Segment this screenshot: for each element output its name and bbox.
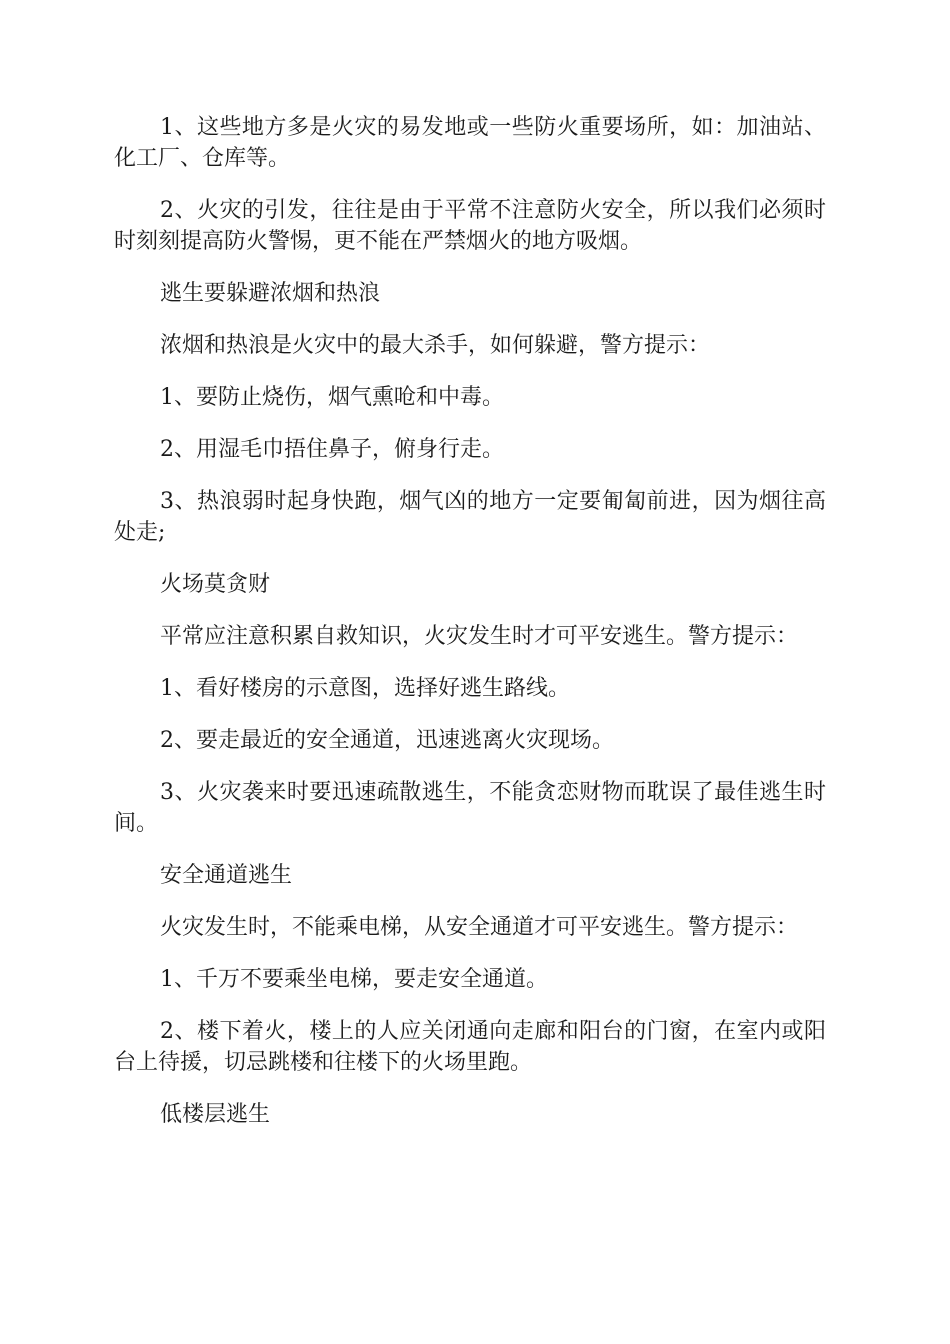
paragraph-smoke-intro: 浓烟和热浪是火灾中的最大杀手，如何躲避，警方提示：	[160, 333, 711, 358]
heading-safe-passage: 安全通道逃生	[160, 863, 293, 888]
list-item: 3、热浪弱时起身快跑，烟气凶的地方一定要匍匐前进，因为烟往高处走;	[114, 489, 826, 545]
list-item: 2、要走最近的安全通道，迅速逃离火灾现场。	[160, 728, 614, 753]
heading-no-greed: 火场莫贪财	[160, 572, 271, 597]
list-item: 1、千万不要乘坐电梯，要走安全通道。	[160, 967, 548, 992]
paragraph-fire-vigilance: 2、火灾的引发，往往是由于平常不注意防火安全，所以我们必须时时刻刻提高防火警惕，更不能在严禁烟火的地方吸烟。	[114, 198, 826, 254]
heading-low-floor-escape: 低楼层逃生	[160, 1102, 271, 1127]
list-item: 1、要防止烧伤，烟气熏呛和中毒。	[160, 385, 504, 410]
paragraph-fire-prone-places: 1、这些地方多是火灾的易发地或一些防火重要场所，如：加油站、化工厂、仓库等。	[114, 115, 826, 171]
heading-avoid-smoke-heat: 逃生要躲避浓烟和热浪	[160, 281, 381, 306]
list-item: 3、火灾袭来时要迅速疏散逃生，不能贪恋财物而耽误了最佳逃生时间。	[114, 780, 826, 836]
list-item: 2、楼下着火，楼上的人应关闭通向走廊和阳台的门窗，在室内或阳台上待援，切忌跳楼和往楼下的火场里跑。	[114, 1019, 826, 1075]
list-item: 2、用湿毛巾捂住鼻子，俯身行走。	[160, 437, 504, 462]
list-item: 1、看好楼房的示意图，选择好逃生路线。	[160, 676, 570, 701]
document-body	[114, 112, 826, 1151]
paragraph-knowledge-intro: 平常应注意积累自救知识，火灾发生时才可平安逃生。警方提示：	[160, 624, 799, 649]
paragraph-elevator-intro: 火灾发生时，不能乘电梯，从安全通道才可平安逃生。警方提示：	[160, 915, 799, 940]
